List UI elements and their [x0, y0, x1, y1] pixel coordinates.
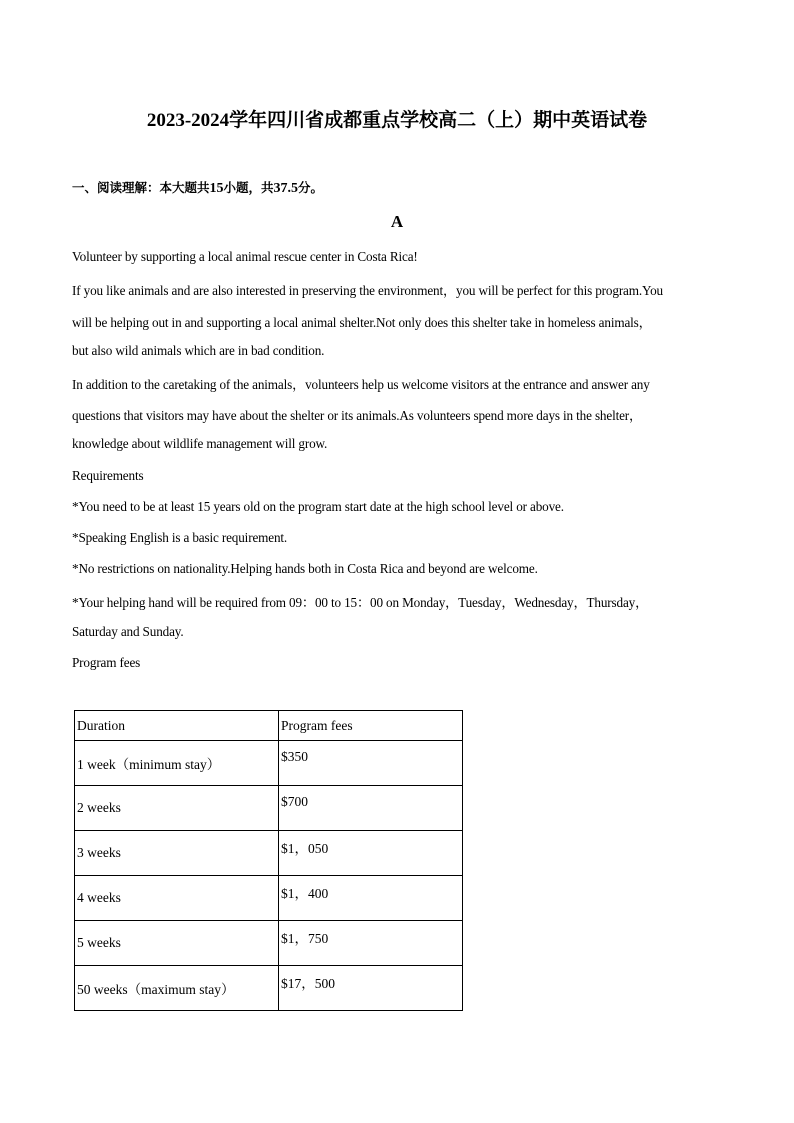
section-heading-middle: 小题，共 [223, 180, 274, 195]
requirement-item: *Your helping hand will be required from 09：00 to 15：00 on Monday，Tuesday，Wednesday，Thursday， [72, 595, 649, 610]
program-fees-table [74, 710, 463, 1011]
program-fees-heading: Program fees [72, 655, 141, 670]
table-row [75, 876, 463, 921]
section-heading-suffix: 分。 [298, 180, 324, 195]
table-row [75, 966, 463, 1011]
requirement-item: *Speaking English is a basic requirement. [72, 530, 288, 545]
duration-cell: 5 weeks [75, 921, 279, 966]
passage-line: questions that visitors may have about the shelter or its animals.As volunteers spend more days in the shelter， [72, 408, 643, 423]
duration-cell: 1 week（minimum stay） [75, 741, 279, 786]
exam-title: 2023-2024学年四川省成都重点学校高二（上）期中英语试卷 [146, 110, 648, 131]
fee-cell [279, 831, 463, 876]
fee-value: $700 [281, 794, 308, 809]
passage-line: If you like animals and are also interested in preserving the environment，you will be perfect for this program.You [72, 283, 663, 298]
fee-cell [279, 876, 463, 921]
table-header-cell: Program fees [279, 711, 463, 741]
passage-line: but also wild animals which are in bad condition. [72, 343, 325, 358]
duration-cell: 4 weeks [75, 876, 279, 921]
requirements-heading: Requirements [72, 468, 144, 483]
total-score: 37.5 [273, 181, 299, 196]
section-heading [72, 178, 323, 197]
fee-cell [279, 741, 463, 786]
passage-line: will be helping out in and supporting a local animal shelter.Not only does this shelter take in homeless animals， [72, 315, 652, 330]
table-header-cell: Duration [75, 711, 279, 741]
duration-cell: 2 weeks [75, 786, 279, 831]
table-header-row [75, 711, 463, 741]
fee-value: $1，400 [281, 886, 329, 901]
requirement-item: *No restrictions on nationality.Helping hands both in Costa Rica and beyond are welcome. [72, 561, 538, 576]
fee-value: $1，050 [281, 841, 329, 856]
duration-cell: 3 weeks [75, 831, 279, 876]
table-row [75, 921, 463, 966]
passage-line: Volunteer by supporting a local animal rescue center in Costa Rica! [72, 249, 418, 264]
passage-line: In addition to the caretaking of the animals，volunteers help us welcome visitors at the entrance and answer any [72, 377, 650, 392]
duration-cell: 50 weeks（maximum stay） [75, 966, 279, 1011]
section-heading-prefix: 一、阅读理解：本大题共 [72, 180, 210, 195]
fee-value: $17，500 [281, 976, 335, 991]
passage-line: knowledge about wildlife management will grow. [72, 436, 328, 451]
fee-cell [279, 966, 463, 1011]
table-row [75, 741, 463, 786]
fee-cell [279, 786, 463, 831]
table-row [75, 831, 463, 876]
fee-value: $350 [281, 749, 308, 764]
requirement-item: *You need to be at least 15 years old on the program start date at the high school level or above. [72, 499, 564, 514]
requirement-item-continued: Saturday and Sunday. [72, 624, 184, 639]
question-count: 15 [209, 181, 224, 196]
table-row [75, 786, 463, 831]
passage-label: A [390, 212, 404, 231]
fee-value: $1，750 [281, 931, 329, 946]
fee-cell [279, 921, 463, 966]
